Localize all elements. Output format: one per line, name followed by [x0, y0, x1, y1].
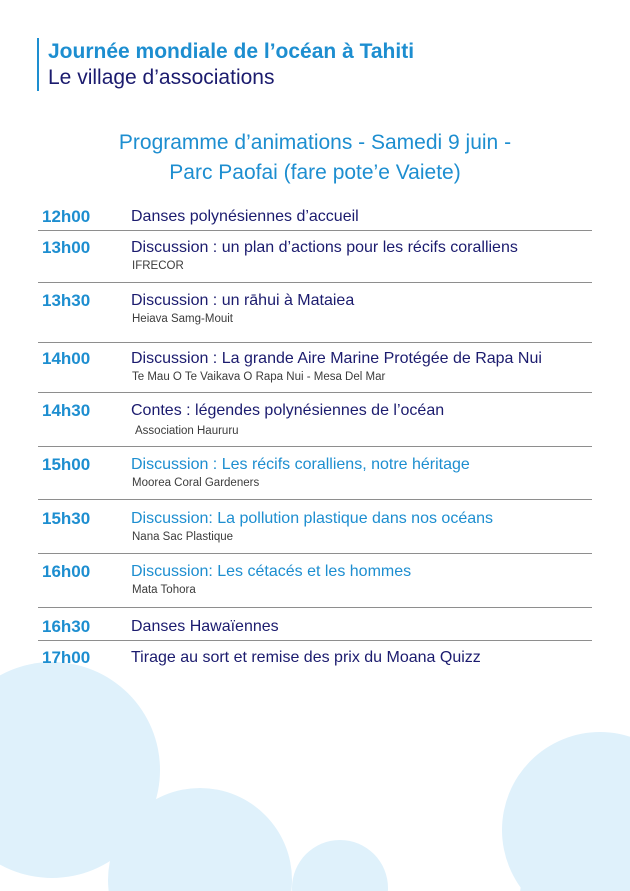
schedule-time: 15h00: [42, 455, 91, 474]
schedule-title: Discussion: La pollution plastique dans nos océans: [131, 510, 494, 527]
schedule-organizer: Mata Tohora: [132, 584, 196, 596]
schedule-row: [38, 647, 592, 671]
schedule-time: 15h30: [42, 509, 91, 528]
schedule-title: Tirage au sort et remise des prix du Moana Quizz: [131, 649, 481, 666]
schedule-row: [38, 454, 592, 500]
schedule-title: Discussion : La grande Aire Marine Protégée de Rapa Nui: [131, 350, 542, 367]
schedule-title: Danses Hawaïennes: [131, 618, 279, 635]
schedule-organizer: Nana Sac Plastique: [132, 531, 234, 543]
schedule-time: 16h00: [42, 562, 91, 581]
schedule-time: 13h00: [42, 238, 91, 257]
programme-line-1: Programme d’animations - Samedi 9 juin -: [118, 131, 512, 154]
schedule-row: [38, 206, 592, 231]
schedule-title: Discussion : un plan d’actions pour les récifs coralliens: [131, 239, 518, 256]
schedule-title: Danses polynésiennes d’accueil: [131, 208, 359, 225]
schedule-time: 16h30: [42, 617, 91, 636]
schedule-organizer: Moorea Coral Gardeners: [132, 477, 260, 489]
schedule-row: [38, 561, 592, 608]
page-header: [37, 38, 414, 91]
schedule-time: 14h30: [42, 401, 91, 420]
schedule-row: [38, 616, 592, 641]
schedule-organizer: Heiava Samg-Mouit: [132, 313, 233, 325]
schedule-title: Discussion : Les récifs coralliens, notre héritage: [131, 456, 470, 473]
schedule-row: [38, 237, 592, 283]
schedule-title: Discussion : un rāhui à Mataiea: [131, 292, 355, 309]
schedule-time: 13h30: [42, 291, 91, 310]
schedule-time: 14h00: [42, 349, 91, 368]
schedule-row: [38, 400, 592, 447]
programme-heading: [0, 128, 630, 188]
schedule-row: [38, 290, 592, 343]
page-subtitle: Le village d’associations: [48, 66, 275, 89]
schedule-row: [38, 508, 592, 554]
programme-line-2: Parc Paofai (fare pote’e Vaiete): [169, 161, 461, 184]
schedule-title: Contes : légendes polynésiennes de l’océan: [131, 402, 445, 419]
schedule-row: [38, 348, 592, 393]
schedule-organizer: Te Mau O Te Vaikava O Rapa Nui - Mesa Del Mar: [132, 371, 386, 383]
schedule-time: 17h00: [42, 648, 91, 667]
schedule-title: Discussion: Les cétacés et les hommes: [131, 563, 412, 580]
schedule-organizer: IFRECOR: [132, 260, 184, 272]
schedule-organizer: Association Haururu: [135, 425, 239, 437]
page-title: Journée mondiale de l’océan à Tahiti: [48, 40, 415, 63]
schedule-time: 12h00: [42, 207, 91, 226]
